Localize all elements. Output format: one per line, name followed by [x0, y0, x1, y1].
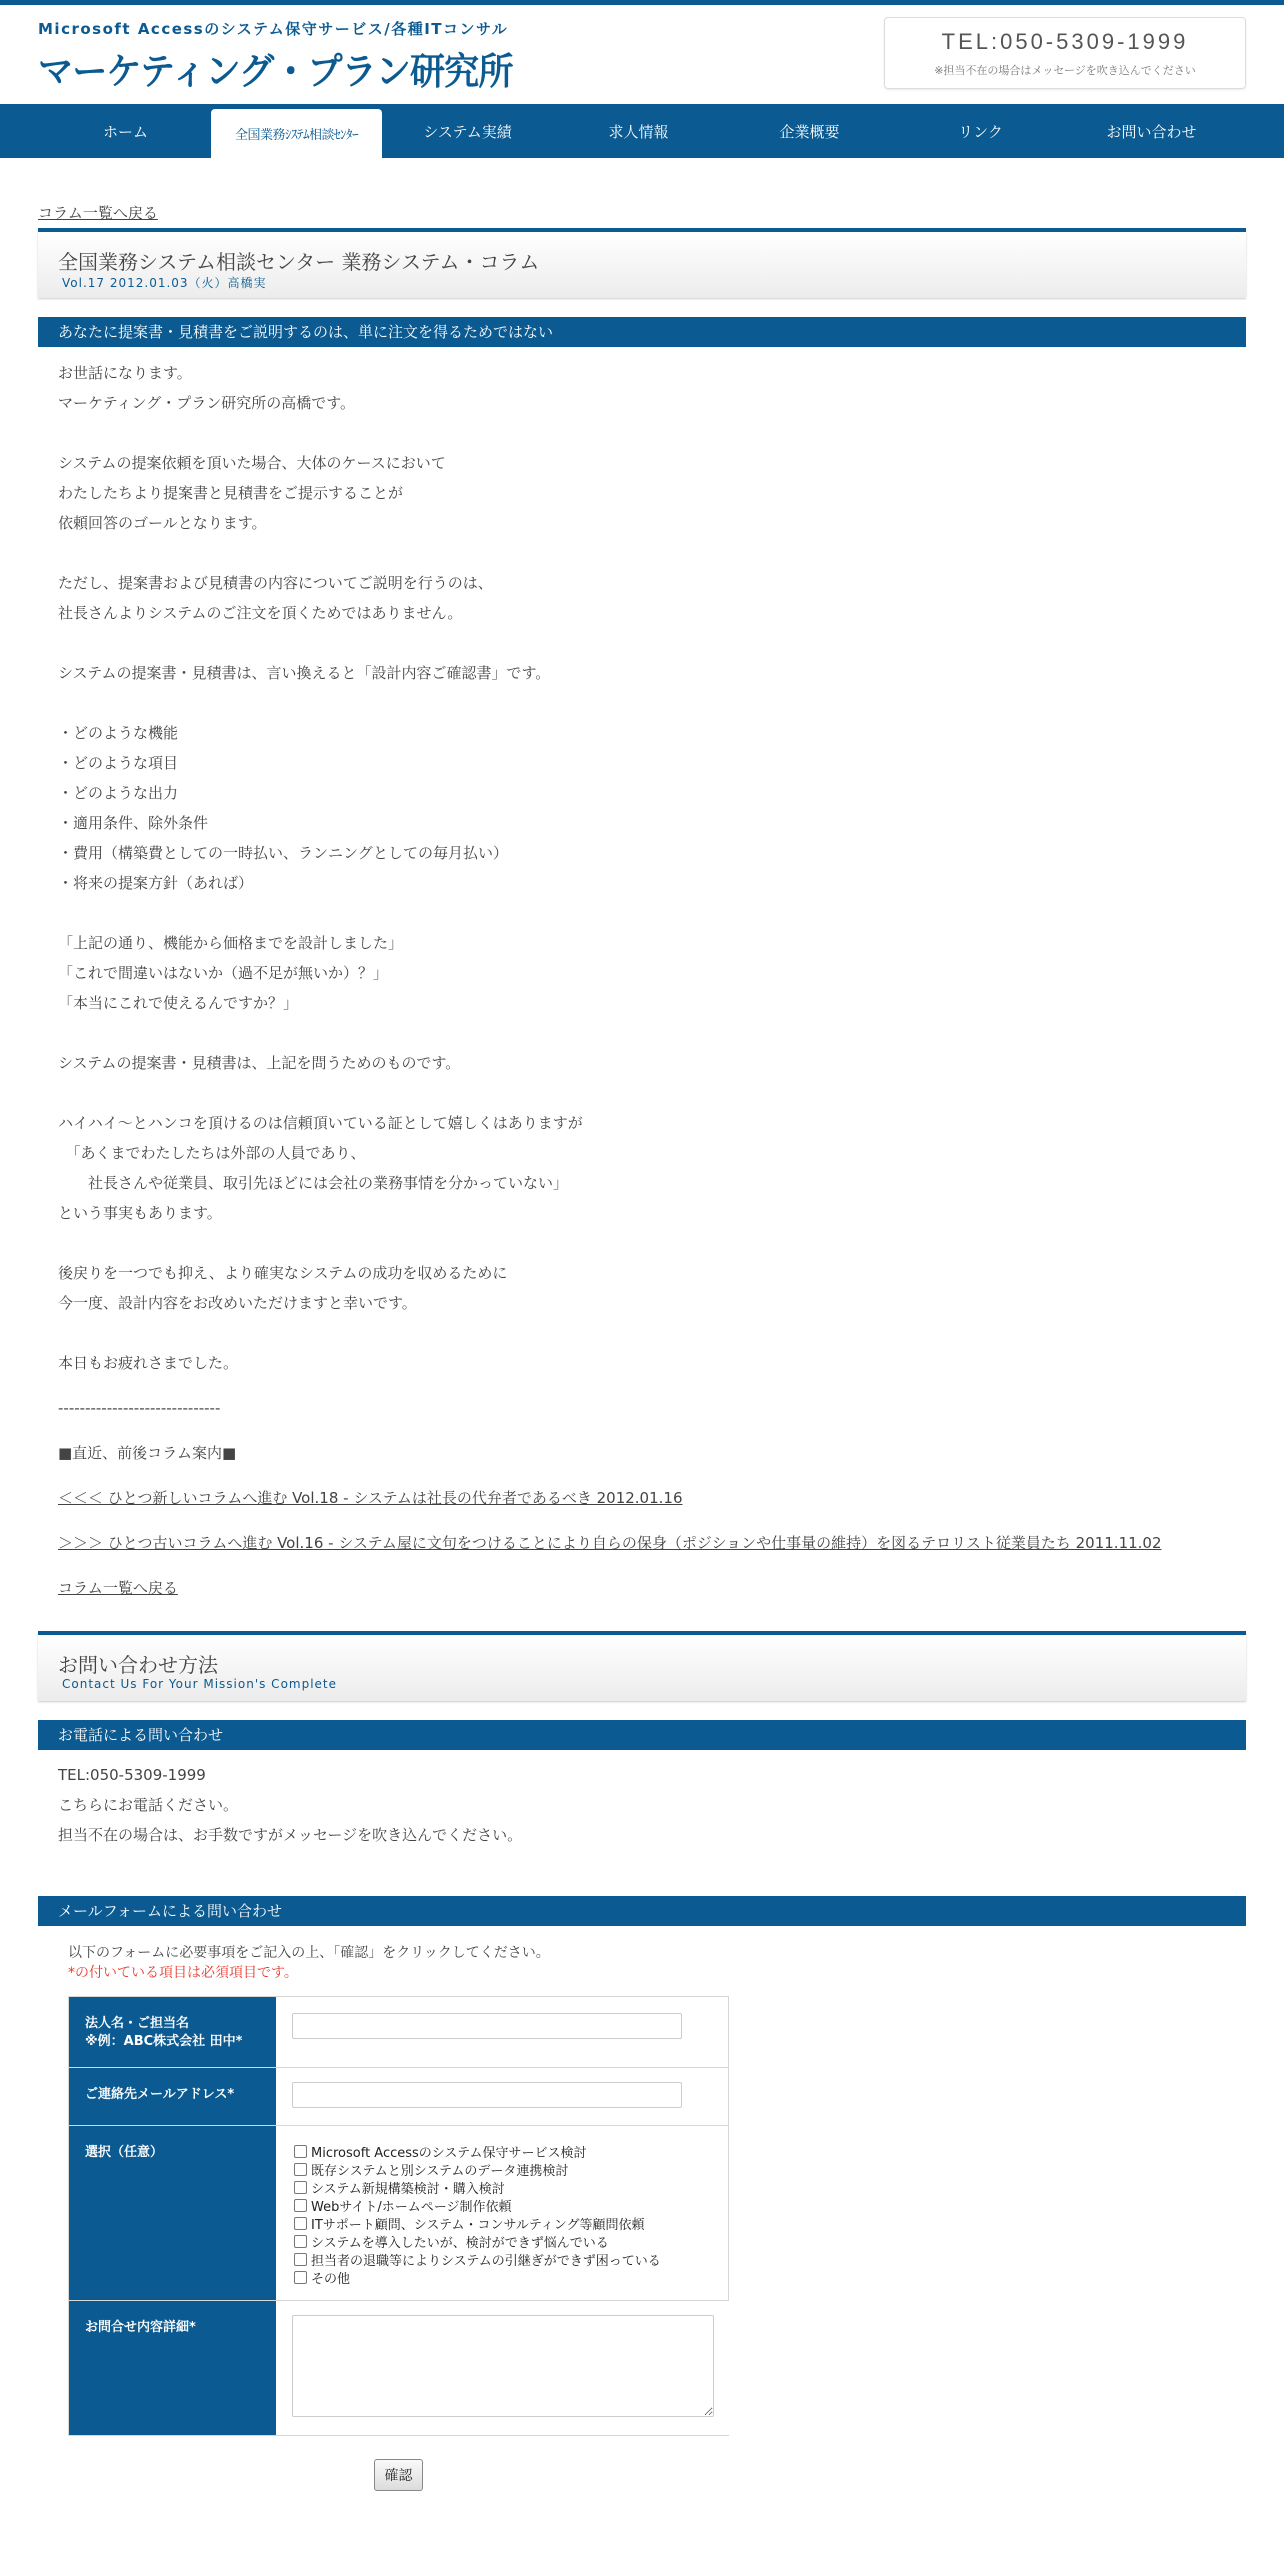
back-to-columns-link-bottom[interactable]: コラム一覧へ戻る: [58, 1579, 178, 1597]
article-line: マーケティング・プラン研究所の高橋です。: [58, 394, 356, 412]
article-line: ハイハイ～とハンコを頂けるのは信頼頂いている証として嬉しくはありますが: [58, 1114, 583, 1132]
nav-item-company[interactable]: 企業概要: [779, 122, 840, 141]
mail-contact-heading: メールフォームによる問い合わせ: [38, 1896, 1246, 1926]
contact-title-box: [38, 1631, 1246, 1701]
contact-title: お問い合わせ方法: [58, 1653, 218, 1677]
checkbox[interactable]: [294, 2181, 307, 2194]
blank-line: [58, 898, 1218, 928]
article-body: [58, 358, 1218, 1611]
nav-item-jobs[interactable]: 求人情報: [608, 122, 669, 141]
blank-line: [58, 418, 1218, 448]
form-label-email: ご連絡先メールアドレス*: [69, 2068, 276, 2125]
confirm-button[interactable]: 確認: [374, 2459, 423, 2491]
header-phone-note: ※担当不在の場合はメッセージを吹き込んでください: [934, 64, 1196, 77]
form-label-name-text: 法人名・ご担当名: [85, 2016, 190, 2031]
checkbox[interactable]: [294, 2235, 307, 2248]
article-line: 依頼回答のゴールとなります。: [58, 514, 267, 532]
logo-title: マーケティング・プラン研究所: [38, 50, 513, 93]
form-label-options: 選択（任意）: [69, 2126, 276, 2300]
blank-line: [58, 1018, 1218, 1048]
article-line: ・どのような出力: [58, 784, 179, 802]
nav-item-contact[interactable]: お問い合わせ: [1106, 122, 1197, 141]
option-access-maintenance[interactable]: Microsoft Accessのシステム保守サービス検討: [294, 2142, 712, 2160]
article-line: 「これで間違いはないか（過不足が無いか）？」: [58, 964, 389, 982]
blank-line: [58, 1078, 1218, 1108]
phone-contact-line: こちらにお電話ください。: [58, 1796, 239, 1814]
checkbox[interactable]: [294, 2199, 307, 2212]
form-row-name: [69, 1997, 728, 2068]
logo-subtitle: Microsoft Accessのシステム保守サービス/各種ITコンサル: [38, 20, 509, 38]
back-to-columns-link[interactable]: コラム一覧へ戻る: [38, 204, 158, 222]
article-line: 「本当にこれで使えるんですか？」: [58, 994, 299, 1012]
article-line: ・適用条件、除外条件: [58, 814, 209, 832]
header-phone-number: TEL:050-5309-1999: [941, 29, 1189, 54]
checkbox[interactable]: [294, 2217, 307, 2230]
option-data-integration[interactable]: 既存システムと別システムのデータ連携検討: [294, 2160, 712, 2178]
article-line: お世話になります。: [58, 364, 192, 382]
option-handover[interactable]: 担当者の退職等によりシステムの引継ぎができず困っている: [294, 2250, 712, 2268]
form-label-name: [69, 1997, 276, 2067]
checkbox[interactable]: [294, 2163, 307, 2176]
article-line: システムの提案書・見積書は、言い換えると「設計内容ご確認書」です。: [58, 664, 551, 682]
blank-line: [58, 688, 1218, 718]
company-name-input[interactable]: [292, 2013, 682, 2039]
header-phone-box: [884, 17, 1246, 89]
form-row-options: [69, 2126, 728, 2301]
form-intro: 以下のフォームに必要事項をご記入の上、「確認」をクリックしてください。: [68, 1945, 550, 1961]
contact-form: [68, 1996, 729, 2436]
phone-contact-line: 担当不在の場合は、お手数ですがメッセージを吹き込んでください。: [58, 1826, 523, 1844]
main-nav: [0, 104, 1284, 158]
article-line: という事実もあります。: [58, 1204, 222, 1222]
contact-subtitle: Contact Us For Your Mission's Complete: [62, 1677, 338, 1691]
nav-item-system-results[interactable]: システム実績: [423, 122, 512, 141]
phone-contact-line: TEL:050-5309-1999: [58, 1766, 206, 1784]
checkbox[interactable]: [294, 2145, 307, 2158]
older-column-link[interactable]: ＞＞＞ ひとつ古いコラムへ進む Vol.16 - システム屋に文句をつけることにより自らの保身（ポジションや仕事量の維持）を図るテロリスト従業員たち 2011.11.02: [58, 1534, 1162, 1552]
top-accent-line: [0, 0, 1284, 5]
blank-line: [58, 1228, 1218, 1258]
article-line: わたしたちより提案書と見積書をご提示することが: [58, 484, 404, 502]
phone-contact-text: [58, 1760, 522, 1850]
option-other[interactable]: その他: [294, 2268, 712, 2286]
column-meta: Vol.17 2012.01.03（火）高橋実: [62, 276, 267, 290]
nav-item-links[interactable]: リンク: [958, 122, 1003, 141]
nav-item-home[interactable]: ホーム: [102, 122, 148, 141]
article-lines: [58, 358, 1218, 1378]
form-row-email: [69, 2068, 728, 2126]
article-line: ・どのような機能: [58, 724, 179, 742]
checkbox[interactable]: [294, 2271, 307, 2284]
article-line: 「あくまでわたしたちは外部の人員であり、: [58, 1144, 366, 1162]
article-line: 社長さんよりシステムのご注文を頂くためではありません。: [58, 604, 463, 622]
article-divider: ------------------------------: [58, 1399, 221, 1417]
article-line: 「上記の通り、機能から価格までを設計しました」: [58, 934, 404, 952]
article-heading: あなたに提案書・見積書をご説明するのは、単に注文を得るためではない: [38, 317, 1246, 347]
option-website[interactable]: Webサイト/ホームページ制作依頼: [294, 2196, 712, 2214]
article-line: 今一度、設計内容をお改めいただけますと幸いです。: [58, 1294, 417, 1312]
blank-line: [58, 1318, 1218, 1348]
article-line: ・費用（構築費としての一時払い、ランニングとしての毎月払い）: [58, 844, 509, 862]
option-new-system[interactable]: システム新規構築検討・購入検討: [294, 2178, 712, 2196]
article-line: ・将来の提案方針（あれば）: [58, 874, 254, 892]
nav-item-consult-center[interactable]: 全国業務ｼｽﾃﾑ相談ｾﾝﾀｰ: [211, 109, 382, 158]
newer-column-link[interactable]: ＜＜＜ ひとつ新しいコラムへ進む Vol.18 - システムは社長の代弁者であるべき 2012.01.16: [58, 1489, 683, 1507]
checkbox[interactable]: [294, 2253, 307, 2266]
blank-line: [58, 628, 1218, 658]
column-title: 全国業務システム相談センター 業務システム・コラム: [58, 250, 540, 274]
phone-contact-heading: お電話による問い合わせ: [38, 1720, 1246, 1750]
option-undecided[interactable]: システムを導入したいが、検討ができず悩んでいる: [294, 2232, 712, 2250]
form-required-note: *の付いている項目は必須項目です。: [68, 1965, 298, 1981]
form-row-detail: [69, 2301, 728, 2435]
article-line: ・どのような項目: [58, 754, 179, 772]
blank-line: [58, 538, 1218, 568]
article-line: 本日もお疲れさまでした。: [58, 1354, 239, 1372]
article-line: 社長さんや従業員、取引先ほどには会社の業務事情を分かっていない」: [58, 1174, 569, 1192]
email-input[interactable]: [292, 2082, 682, 2108]
article-line: ただし、提案書および見積書の内容についてご説明を行うのは、: [58, 574, 493, 592]
form-label-detail: お問合せ内容詳細*: [69, 2301, 276, 2435]
inquiry-detail-textarea[interactable]: [292, 2315, 714, 2417]
option-it-advisor[interactable]: ITサポート顧問、システム・コンサルティング等顧問依頼: [294, 2214, 712, 2232]
article-line: システムの提案書・見積書は、上記を問うためのものです。: [58, 1054, 461, 1072]
article-line: システムの提案依頼を頂いた場合、大体のケースにおいて: [58, 454, 446, 472]
nearby-columns-heading: ■直近、前後コラム案内■: [58, 1444, 237, 1462]
site-logo[interactable]: [38, 18, 513, 93]
column-title-box: [38, 228, 1246, 298]
article-line: 後戻りを一つでも抑え、より確実なシステムの成功を収めるために: [58, 1264, 508, 1282]
form-label-name-example: ※例：ABC株式会社 田中*: [85, 2034, 243, 2049]
